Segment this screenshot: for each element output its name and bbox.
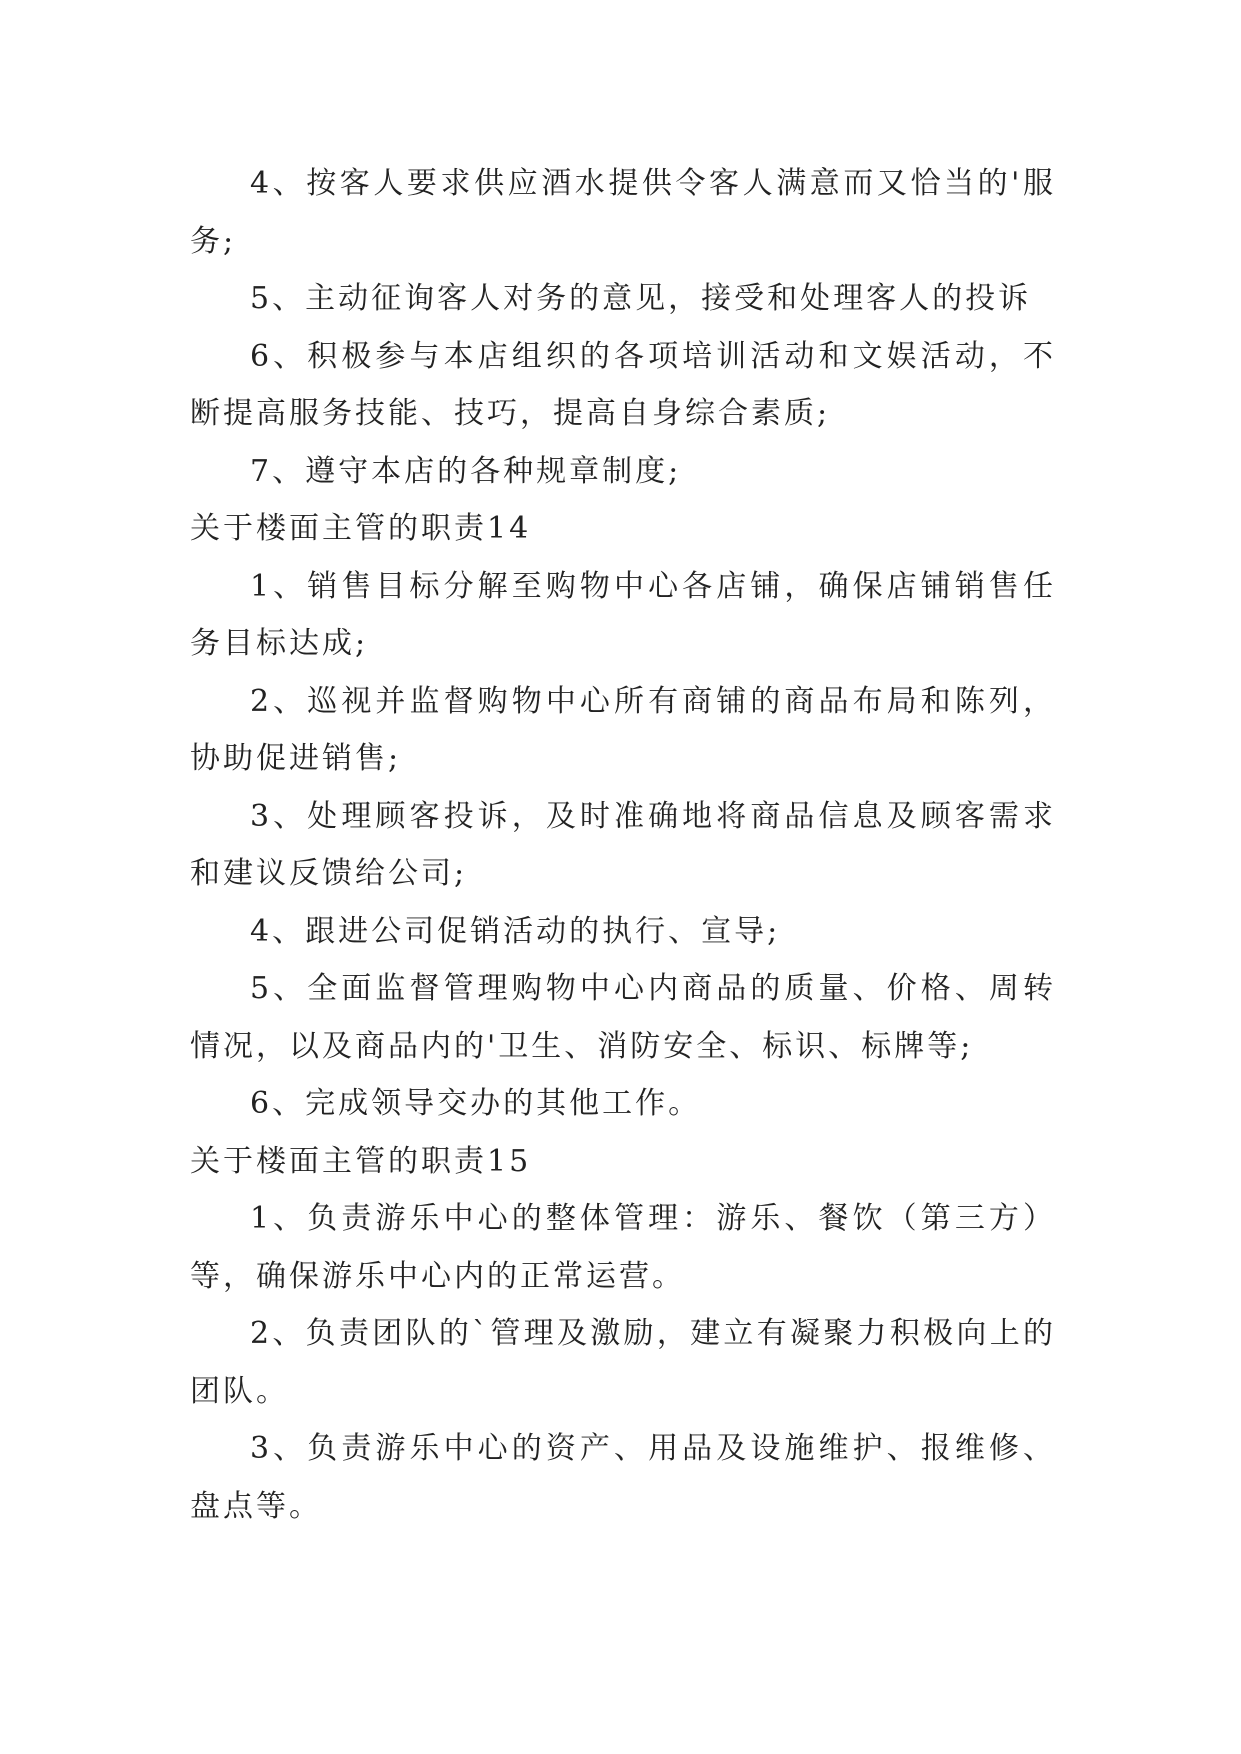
paragraph: 6、完成领导交办的其他工作。 — [250, 1086, 702, 1121]
paragraph: 1、销售目标分解至购物中心各店铺，确保店铺销售任务目标达成; — [190, 568, 1056, 661]
paragraph: 7、遵守本店的各种规章制度; — [250, 453, 682, 489]
section-heading: 关于楼面主管的职责14 — [190, 511, 532, 546]
paragraph: 1、负责游乐中心的整体管理：游乐、餐饮（第三方）等，确保游乐中心内的正常运营。 — [190, 1201, 1056, 1294]
paragraph: 4、跟进公司促销活动的执行、宣导; — [250, 913, 781, 949]
paragraph: 6、积极参与本店组织的各项培训活动和文娱活动，不断提高服务技能、技巧，提高自身综合素质; — [190, 338, 1056, 431]
document-page — [190, 155, 1056, 1535]
paragraph: 2、负责团队的`管理及激励，建立有凝聚力积极向上的团队。 — [190, 1316, 1056, 1409]
paragraph: 3、负责游乐中心的资产、用品及设施维护、报维修、盘点等。 — [190, 1431, 1056, 1524]
paragraph: 2、巡视并监督购物中心所有商铺的商品布局和陈列，协助促进销售; — [190, 683, 1056, 776]
paragraph: 3、处理顾客投诉，及时准确地将商品信息及顾客需求和建议反馈给公司; — [190, 798, 1056, 891]
paragraph: 5、主动征询客人对务的意见，接受和处理客人的投诉 — [250, 281, 1032, 316]
paragraph: 5、全面监督管理购物中心内商品的质量、价格、周转情况，以及商品内的'卫生、消防安全、标识、标牌等; — [190, 971, 1056, 1064]
paragraph: 4、按客人要求供应酒水提供令客人满意而又恰当的'服务; — [190, 166, 1056, 259]
section-heading: 关于楼面主管的职责15 — [190, 1143, 532, 1179]
